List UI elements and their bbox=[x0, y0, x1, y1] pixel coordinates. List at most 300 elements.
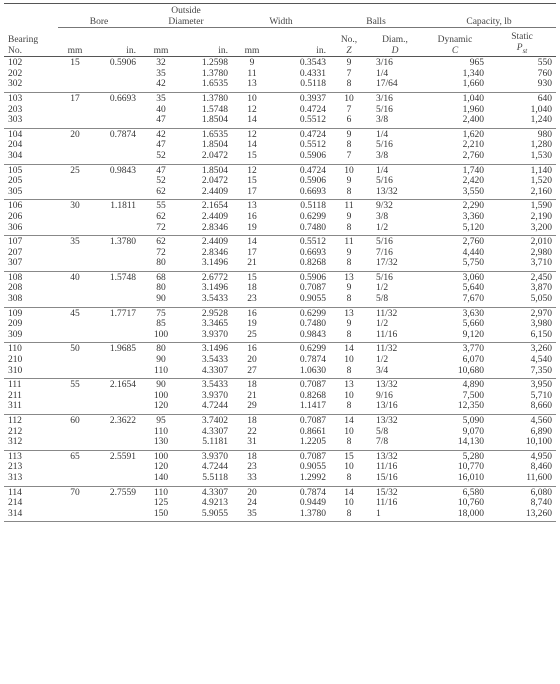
cell-width-in-value: 0.6693 bbox=[299, 247, 326, 258]
cell-capacity-dynamic-value: 1,620 bbox=[462, 129, 484, 140]
cell-balls-diameter-value: 13/32 bbox=[376, 451, 398, 462]
cell-od-mm-value: 62 bbox=[156, 211, 166, 222]
cell-balls-diameter-value: 3/16 bbox=[376, 58, 393, 69]
cell-width-in bbox=[272, 57, 330, 93]
cell-od-mm-value: 40 bbox=[156, 104, 166, 115]
cell-width-mm bbox=[232, 164, 272, 200]
cell-width-in-value: 0.8268 bbox=[299, 258, 326, 269]
cell-capacity-static-value: 3,870 bbox=[530, 283, 553, 294]
cell-width-mm-value: 11 bbox=[247, 68, 257, 79]
cell-bearing-no-value: 102 bbox=[8, 58, 23, 69]
cell-bearing-no-value: 202 bbox=[8, 68, 23, 79]
cell-balls-count-value: 9 bbox=[346, 129, 352, 140]
cell-width-in-value: 1.2992 bbox=[299, 472, 326, 483]
cell-balls-diameter bbox=[368, 236, 422, 272]
cell-od-mm-value: 35 bbox=[156, 93, 166, 104]
cell-balls-diameter-value: 5/16 bbox=[376, 104, 393, 115]
cell-capacity-dynamic-value: 6,580 bbox=[462, 487, 484, 498]
cell-width-mm-value: 10 bbox=[247, 93, 257, 104]
cell-capacity-static-value: 7,350 bbox=[530, 365, 553, 376]
header-static bbox=[488, 28, 556, 57]
table-row bbox=[4, 450, 556, 486]
header-outside-diameter-line1: Outside bbox=[171, 6, 201, 16]
cell-bearing-no-value: 314 bbox=[8, 508, 23, 519]
cell-od-mm bbox=[140, 307, 182, 343]
cell-od-in-value: 3.9370 bbox=[201, 451, 228, 462]
cell-balls-diameter-value: 11/32 bbox=[376, 308, 398, 319]
cell-capacity-static-value: 3,200 bbox=[530, 222, 553, 233]
cell-bearing-no-value: 313 bbox=[8, 472, 23, 483]
cell-bearing-no-value: 206 bbox=[8, 211, 23, 222]
header-balls-diam-symbol: D bbox=[391, 45, 399, 56]
cell-width-in-value: 0.5906 bbox=[299, 272, 326, 283]
cell-od-in-value: 1.6535 bbox=[201, 129, 228, 140]
cell-od-mm-value: 62 bbox=[156, 237, 166, 248]
cell-capacity-static bbox=[488, 486, 556, 522]
cell-balls-diameter bbox=[368, 92, 422, 128]
cell-od-mm-value: 42 bbox=[156, 79, 166, 90]
header-bearing-line2: No. bbox=[8, 45, 22, 56]
cell-width-mm bbox=[232, 236, 272, 272]
cell-bore-mm: 50 bbox=[58, 343, 92, 379]
cell-capacity-dynamic-value: 5,280 bbox=[462, 451, 484, 462]
cell-balls-count-value: 8 bbox=[346, 472, 352, 483]
cell-capacity-static-value: 5,050 bbox=[530, 294, 553, 305]
cell-width-in bbox=[272, 128, 330, 164]
cell-bore-in: 0.7874 bbox=[92, 128, 140, 164]
cell-balls-count bbox=[330, 379, 368, 415]
cell-od-in-value: 3.1496 bbox=[201, 258, 228, 269]
cell-od-in-value: 4.3307 bbox=[201, 487, 228, 498]
cell-width-in bbox=[272, 307, 330, 343]
cell-bearing-no-value: 203 bbox=[8, 104, 23, 115]
header-balls-no-symbol: Z bbox=[346, 45, 352, 56]
cell-balls-count-value: 10 bbox=[344, 462, 354, 473]
cell-capacity-static-value: 2,160 bbox=[530, 186, 553, 197]
cell-balls-count-value: 8 bbox=[346, 294, 352, 305]
cell-bore-mm: 20 bbox=[58, 128, 92, 164]
cell-capacity-static-value: 8,740 bbox=[530, 498, 553, 509]
cell-bearing-no-value: 113 bbox=[8, 451, 22, 462]
cell-od-in bbox=[182, 307, 232, 343]
cell-od-in-value: 5.1181 bbox=[202, 437, 228, 448]
cell-capacity-static bbox=[488, 307, 556, 343]
cell-width-in-value: 0.4724 bbox=[299, 129, 326, 140]
cell-capacity-static bbox=[488, 92, 556, 128]
cell-balls-count-value: 9 bbox=[346, 176, 352, 187]
cell-width-mm-value: 13 bbox=[247, 79, 257, 90]
cell-od-mm-value: 90 bbox=[156, 294, 166, 305]
cell-od-mm-value: 95 bbox=[156, 416, 166, 426]
cell-od-mm-value: 125 bbox=[153, 498, 169, 509]
cell-width-mm-value: 33 bbox=[247, 472, 257, 483]
cell-bearing-no-value: 208 bbox=[8, 283, 23, 294]
cell-width-mm-value: 14 bbox=[247, 115, 257, 126]
cell-width-mm-value: 17 bbox=[247, 247, 257, 258]
cell-width-mm-value: 21 bbox=[247, 258, 257, 269]
header-dynamic-line1: Dynamic bbox=[437, 35, 473, 45]
cell-od-in-value: 4.3307 bbox=[201, 365, 228, 376]
cell-capacity-dynamic bbox=[422, 236, 488, 272]
cell-od-in-value: 4.7244 bbox=[201, 462, 228, 473]
cell-width-in-value: 1.2205 bbox=[299, 437, 326, 448]
cell-width-mm-value: 14 bbox=[247, 237, 257, 248]
cell-width-in bbox=[272, 450, 330, 486]
cell-capacity-dynamic-value: 2,210 bbox=[462, 140, 484, 151]
cell-od-in-value: 2.9528 bbox=[201, 308, 228, 319]
cell-balls-count-value: 8 bbox=[346, 186, 352, 197]
cell-width-mm-value: 23 bbox=[247, 294, 257, 305]
cell-width-in-value: 0.8268 bbox=[299, 390, 326, 401]
cell-capacity-dynamic bbox=[422, 200, 488, 236]
cell-od-in bbox=[182, 450, 232, 486]
cell-balls-diameter-value: 11/16 bbox=[376, 329, 398, 340]
cell-od-mm-value: 120 bbox=[153, 462, 169, 473]
cell-od-mm-value: 72 bbox=[156, 247, 166, 258]
cell-capacity-static-value: 1,590 bbox=[530, 201, 553, 212]
cell-od-mm-value: 110 bbox=[154, 365, 168, 376]
cell-bearing-no-value: 204 bbox=[8, 140, 23, 151]
cell-width-in-value: 1.1417 bbox=[299, 401, 326, 412]
cell-balls-count bbox=[330, 236, 368, 272]
cell-od-mm-value: 32 bbox=[156, 58, 166, 69]
cell-width-mm-value: 27 bbox=[247, 365, 257, 376]
cell-width-in-value: 0.8661 bbox=[299, 426, 326, 437]
cell-bore-mm: 17 bbox=[58, 92, 92, 128]
table-row bbox=[4, 343, 556, 379]
cell-capacity-dynamic-value: 2,760 bbox=[462, 237, 484, 248]
cell-bearing-no bbox=[4, 164, 58, 200]
cell-capacity-static-value: 4,560 bbox=[530, 416, 553, 426]
cell-capacity-static-value: 6,150 bbox=[530, 329, 553, 340]
header-balls-diam-line1: Diam., bbox=[382, 35, 408, 45]
cell-balls-diameter-value: 7/8 bbox=[376, 437, 389, 448]
cell-od-in-value: 1.5748 bbox=[201, 104, 228, 115]
cell-balls-diameter-value: 11/16 bbox=[376, 498, 398, 509]
cell-balls-count-value: 13 bbox=[344, 272, 354, 283]
table-row bbox=[4, 164, 556, 200]
cell-width-in-value: 0.3937 bbox=[299, 93, 326, 104]
cell-capacity-dynamic-value: 1,740 bbox=[462, 165, 484, 176]
cell-bearing-no bbox=[4, 200, 58, 236]
cell-capacity-dynamic bbox=[422, 486, 488, 522]
cell-od-in-value: 2.8346 bbox=[201, 222, 228, 233]
cell-width-mm bbox=[232, 379, 272, 415]
cell-capacity-dynamic bbox=[422, 164, 488, 200]
cell-width-mm-value: 22 bbox=[247, 426, 257, 437]
cell-od-mm-value: 35 bbox=[156, 68, 166, 79]
header-static-subscript: st bbox=[522, 46, 528, 55]
cell-balls-count-value: 10 bbox=[344, 165, 354, 176]
cell-bore-in: 1.7717 bbox=[92, 307, 140, 343]
cell-bore-in: 2.7559 bbox=[92, 486, 140, 522]
cell-width-mm bbox=[232, 486, 272, 522]
cell-capacity-dynamic-value: 965 bbox=[469, 58, 484, 69]
cell-balls-count-value: 9 bbox=[346, 319, 352, 330]
cell-capacity-static-value: 2,190 bbox=[530, 211, 553, 222]
cell-bearing-no-value: 309 bbox=[8, 329, 23, 340]
cell-capacity-static bbox=[488, 379, 556, 415]
cell-width-mm-value: 16 bbox=[247, 344, 257, 355]
cell-bore-mm: 40 bbox=[58, 271, 92, 307]
cell-capacity-dynamic-value: 9,070 bbox=[462, 426, 484, 437]
table-row bbox=[4, 307, 556, 343]
cell-bore-mm: 15 bbox=[58, 57, 92, 93]
cell-od-in-value: 2.4409 bbox=[201, 237, 228, 248]
cell-od-mm-value: 75 bbox=[156, 308, 166, 319]
cell-bearing-no-value: 303 bbox=[8, 115, 23, 126]
cell-bearing-no-value: 108 bbox=[8, 272, 23, 283]
cell-od-mm-value: 100 bbox=[153, 451, 169, 462]
cell-balls-diameter-value: 9/16 bbox=[376, 390, 393, 401]
cell-capacity-static-value: 550 bbox=[537, 58, 553, 69]
cell-capacity-static-value: 640 bbox=[537, 93, 553, 104]
cell-capacity-static bbox=[488, 128, 556, 164]
cell-balls-diameter-value: 11/16 bbox=[376, 462, 398, 473]
header-balls: Balls bbox=[330, 4, 422, 28]
table-row bbox=[4, 415, 556, 451]
cell-capacity-dynamic-value: 1,040 bbox=[462, 93, 484, 104]
cell-width-in-value: 0.9055 bbox=[299, 294, 326, 305]
cell-bore-in: 2.1654 bbox=[92, 379, 140, 415]
cell-od-mm bbox=[140, 57, 182, 93]
cell-bearing-no-value: 213 bbox=[8, 462, 23, 473]
cell-od-mm-value: 140 bbox=[153, 472, 169, 483]
cell-width-in-value: 0.6299 bbox=[299, 344, 326, 355]
cell-balls-count-value: 8 bbox=[346, 365, 352, 376]
table-row bbox=[4, 92, 556, 128]
cell-od-mm-value: 100 bbox=[153, 329, 169, 340]
cell-bearing-no-value: 305 bbox=[8, 186, 23, 197]
cell-capacity-static-value: 3,710 bbox=[530, 258, 553, 269]
cell-bearing-no-value: 212 bbox=[8, 426, 23, 437]
cell-width-mm-value: 18 bbox=[247, 283, 257, 294]
cell-width-in-value: 0.5512 bbox=[299, 115, 326, 126]
cell-balls-diameter-value: 3/4 bbox=[376, 365, 389, 376]
cell-capacity-dynamic-value: 3,060 bbox=[462, 272, 484, 283]
cell-od-mm-value: 42 bbox=[156, 129, 166, 140]
cell-od-in-value: 4.9213 bbox=[201, 498, 228, 509]
cell-width-in-value: 0.7087 bbox=[299, 416, 326, 426]
table-row bbox=[4, 379, 556, 415]
cell-bore-in: 1.5748 bbox=[92, 271, 140, 307]
cell-od-mm-value: 110 bbox=[154, 487, 168, 498]
cell-width-mm-value: 13 bbox=[247, 201, 257, 212]
cell-width-mm-value: 17 bbox=[247, 186, 257, 197]
cell-balls-count bbox=[330, 415, 368, 451]
cell-od-in-value: 2.6772 bbox=[201, 272, 228, 283]
cell-width-in-value: 0.7087 bbox=[299, 451, 326, 462]
cell-bearing-no-value: 304 bbox=[8, 150, 23, 161]
cell-capacity-static bbox=[488, 343, 556, 379]
cell-od-in-value: 3.5433 bbox=[201, 294, 228, 305]
cell-balls-diameter bbox=[368, 415, 422, 451]
header-width-in: in. bbox=[272, 28, 330, 57]
cell-balls-count-value: 8 bbox=[346, 437, 352, 448]
cell-balls-diameter-value: 13/32 bbox=[376, 186, 398, 197]
cell-capacity-dynamic-value: 3,770 bbox=[462, 344, 484, 355]
cell-capacity-dynamic-value: 7,500 bbox=[462, 390, 484, 401]
cell-capacity-static bbox=[488, 415, 556, 451]
cell-capacity-dynamic-value: 1,340 bbox=[462, 68, 484, 79]
cell-capacity-dynamic-value: 5,640 bbox=[462, 283, 484, 294]
cell-width-mm-value: 20 bbox=[247, 487, 257, 498]
cell-bearing-no-value: 112 bbox=[8, 416, 22, 426]
cell-width-in bbox=[272, 486, 330, 522]
cell-width-mm-value: 9 bbox=[249, 58, 255, 69]
cell-balls-count-value: 7 bbox=[346, 150, 352, 161]
cell-balls-diameter bbox=[368, 450, 422, 486]
cell-capacity-static-value: 980 bbox=[537, 129, 553, 140]
cell-balls-diameter-value: 5/8 bbox=[376, 294, 389, 305]
header-balls-no bbox=[330, 28, 368, 57]
cell-od-in bbox=[182, 271, 232, 307]
cell-capacity-static bbox=[488, 57, 556, 93]
cell-capacity-static-value: 1,140 bbox=[530, 165, 553, 176]
cell-capacity-static-value: 10,100 bbox=[525, 437, 553, 448]
cell-width-mm-value: 18 bbox=[247, 451, 257, 462]
cell-balls-count-value: 9 bbox=[346, 211, 352, 222]
cell-balls-diameter-value: 1/2 bbox=[376, 222, 389, 233]
cell-capacity-static-value: 4,540 bbox=[530, 355, 553, 366]
cell-balls-diameter-value: 1/2 bbox=[376, 283, 389, 294]
cell-od-in bbox=[182, 379, 232, 415]
cell-balls-diameter-value: 17/32 bbox=[376, 258, 398, 269]
header-balls-no-line1: No., bbox=[340, 35, 358, 45]
table-row bbox=[4, 128, 556, 164]
cell-od-in-value: 1.8504 bbox=[201, 140, 228, 151]
cell-capacity-static-value: 6,080 bbox=[530, 487, 553, 498]
cell-od-in bbox=[182, 128, 232, 164]
header-od-in: in. bbox=[182, 28, 232, 57]
header-static-symbol-letter: P bbox=[516, 42, 523, 53]
cell-capacity-static-value: 13,260 bbox=[525, 508, 553, 519]
cell-width-in-value: 0.4724 bbox=[299, 165, 326, 176]
cell-balls-count bbox=[330, 92, 368, 128]
cell-width-in bbox=[272, 236, 330, 272]
cell-od-in bbox=[182, 486, 232, 522]
cell-balls-diameter-value: 9/32 bbox=[376, 201, 393, 212]
cell-width-in-value: 0.7874 bbox=[299, 355, 326, 366]
cell-width-mm bbox=[232, 271, 272, 307]
cell-capacity-dynamic-value: 5,660 bbox=[462, 319, 484, 330]
cell-capacity-dynamic bbox=[422, 450, 488, 486]
cell-width-mm-value: 14 bbox=[247, 140, 257, 151]
cell-balls-count-value: 14 bbox=[344, 344, 354, 355]
cell-balls-count-value: 11 bbox=[344, 201, 354, 212]
cell-width-in bbox=[272, 200, 330, 236]
cell-od-in-value: 3.1496 bbox=[201, 344, 228, 355]
cell-od-mm-value: 85 bbox=[156, 319, 166, 330]
table-body bbox=[4, 57, 556, 522]
cell-od-mm-value: 80 bbox=[156, 258, 166, 269]
cell-balls-diameter-value: 13/32 bbox=[376, 416, 398, 426]
cell-od-in-value: 4.7244 bbox=[201, 401, 228, 412]
cell-od-mm-value: 72 bbox=[156, 222, 166, 233]
cell-capacity-dynamic bbox=[422, 128, 488, 164]
cell-od-in bbox=[182, 415, 232, 451]
cell-bearing-no-value: 302 bbox=[8, 79, 23, 90]
header-bore-in: in. bbox=[92, 28, 140, 57]
cell-balls-count bbox=[330, 486, 368, 522]
cell-width-mm-value: 29 bbox=[247, 401, 257, 412]
cell-od-mm bbox=[140, 379, 182, 415]
cell-balls-diameter-value: 13/16 bbox=[376, 401, 398, 412]
cell-bearing-no bbox=[4, 486, 58, 522]
cell-od-in-value: 2.4409 bbox=[201, 186, 228, 197]
cell-width-in bbox=[272, 343, 330, 379]
cell-capacity-dynamic-value: 6,070 bbox=[462, 355, 484, 366]
cell-width-in-value: 0.3543 bbox=[299, 58, 326, 69]
cell-bore-in: 0.6693 bbox=[92, 92, 140, 128]
header-bore-mm: mm bbox=[58, 28, 92, 57]
cell-od-mm bbox=[140, 200, 182, 236]
cell-balls-diameter-value: 3/8 bbox=[376, 150, 389, 161]
cell-width-in-value: 0.5906 bbox=[299, 150, 326, 161]
cell-capacity-static-value: 11,600 bbox=[526, 472, 553, 483]
cell-width-in-value: 0.7480 bbox=[299, 222, 326, 233]
cell-capacity-dynamic-value: 16,010 bbox=[457, 472, 484, 483]
cell-width-in bbox=[272, 92, 330, 128]
cell-balls-count bbox=[330, 271, 368, 307]
cell-capacity-static-value: 2,450 bbox=[530, 272, 553, 283]
cell-balls-count bbox=[330, 343, 368, 379]
cell-balls-count-value: 10 bbox=[344, 93, 354, 104]
cell-width-in-value: 0.7087 bbox=[299, 283, 326, 294]
cell-bore-mm: 60 bbox=[58, 415, 92, 451]
cell-od-mm-value: 55 bbox=[156, 201, 166, 212]
cell-capacity-static-value: 3,950 bbox=[530, 380, 553, 391]
cell-width-mm bbox=[232, 415, 272, 451]
cell-capacity-dynamic-value: 7,670 bbox=[462, 294, 484, 305]
cell-bore-mm: 65 bbox=[58, 450, 92, 486]
cell-capacity-dynamic-value: 10,760 bbox=[457, 498, 484, 509]
cell-balls-count-value: 7 bbox=[346, 68, 352, 79]
cell-capacity-static-value: 760 bbox=[537, 68, 553, 79]
cell-bearing-no-value: 106 bbox=[8, 201, 23, 212]
cell-od-mm bbox=[140, 486, 182, 522]
cell-od-in bbox=[182, 343, 232, 379]
cell-capacity-dynamic-value: 14,130 bbox=[457, 437, 484, 448]
cell-bore-in: 1.3780 bbox=[92, 236, 140, 272]
cell-od-mm-value: 80 bbox=[156, 344, 166, 355]
cell-bearing-no-value: 110 bbox=[8, 344, 22, 355]
cell-width-in-value: 0.6299 bbox=[299, 211, 326, 222]
cell-width-in-value: 0.4724 bbox=[299, 104, 326, 115]
cell-bearing-no-value: 111 bbox=[8, 380, 22, 391]
bearing-dimensions-table bbox=[4, 3, 556, 522]
cell-width-in bbox=[272, 379, 330, 415]
cell-balls-diameter-value: 3/16 bbox=[376, 93, 393, 104]
cell-bore-in: 2.3622 bbox=[92, 415, 140, 451]
cell-width-in-value: 0.5512 bbox=[299, 140, 326, 151]
cell-bearing-no-value: 210 bbox=[8, 355, 23, 366]
cell-capacity-dynamic bbox=[422, 343, 488, 379]
cell-od-in-value: 5.5118 bbox=[202, 472, 228, 483]
cell-width-mm-value: 15 bbox=[247, 176, 257, 187]
cell-balls-count bbox=[330, 164, 368, 200]
header-row-units bbox=[4, 28, 556, 57]
cell-od-in-value: 1.6535 bbox=[201, 79, 228, 90]
header-spacer bbox=[4, 4, 58, 28]
cell-capacity-dynamic-value: 2,400 bbox=[462, 115, 484, 126]
cell-capacity-dynamic-value: 5,090 bbox=[462, 416, 484, 426]
cell-capacity-static-value: 1,530 bbox=[530, 150, 553, 161]
cell-width-in-value: 0.7874 bbox=[299, 487, 326, 498]
cell-balls-diameter bbox=[368, 271, 422, 307]
cell-od-mm bbox=[140, 128, 182, 164]
cell-capacity-static-value: 930 bbox=[537, 79, 553, 90]
